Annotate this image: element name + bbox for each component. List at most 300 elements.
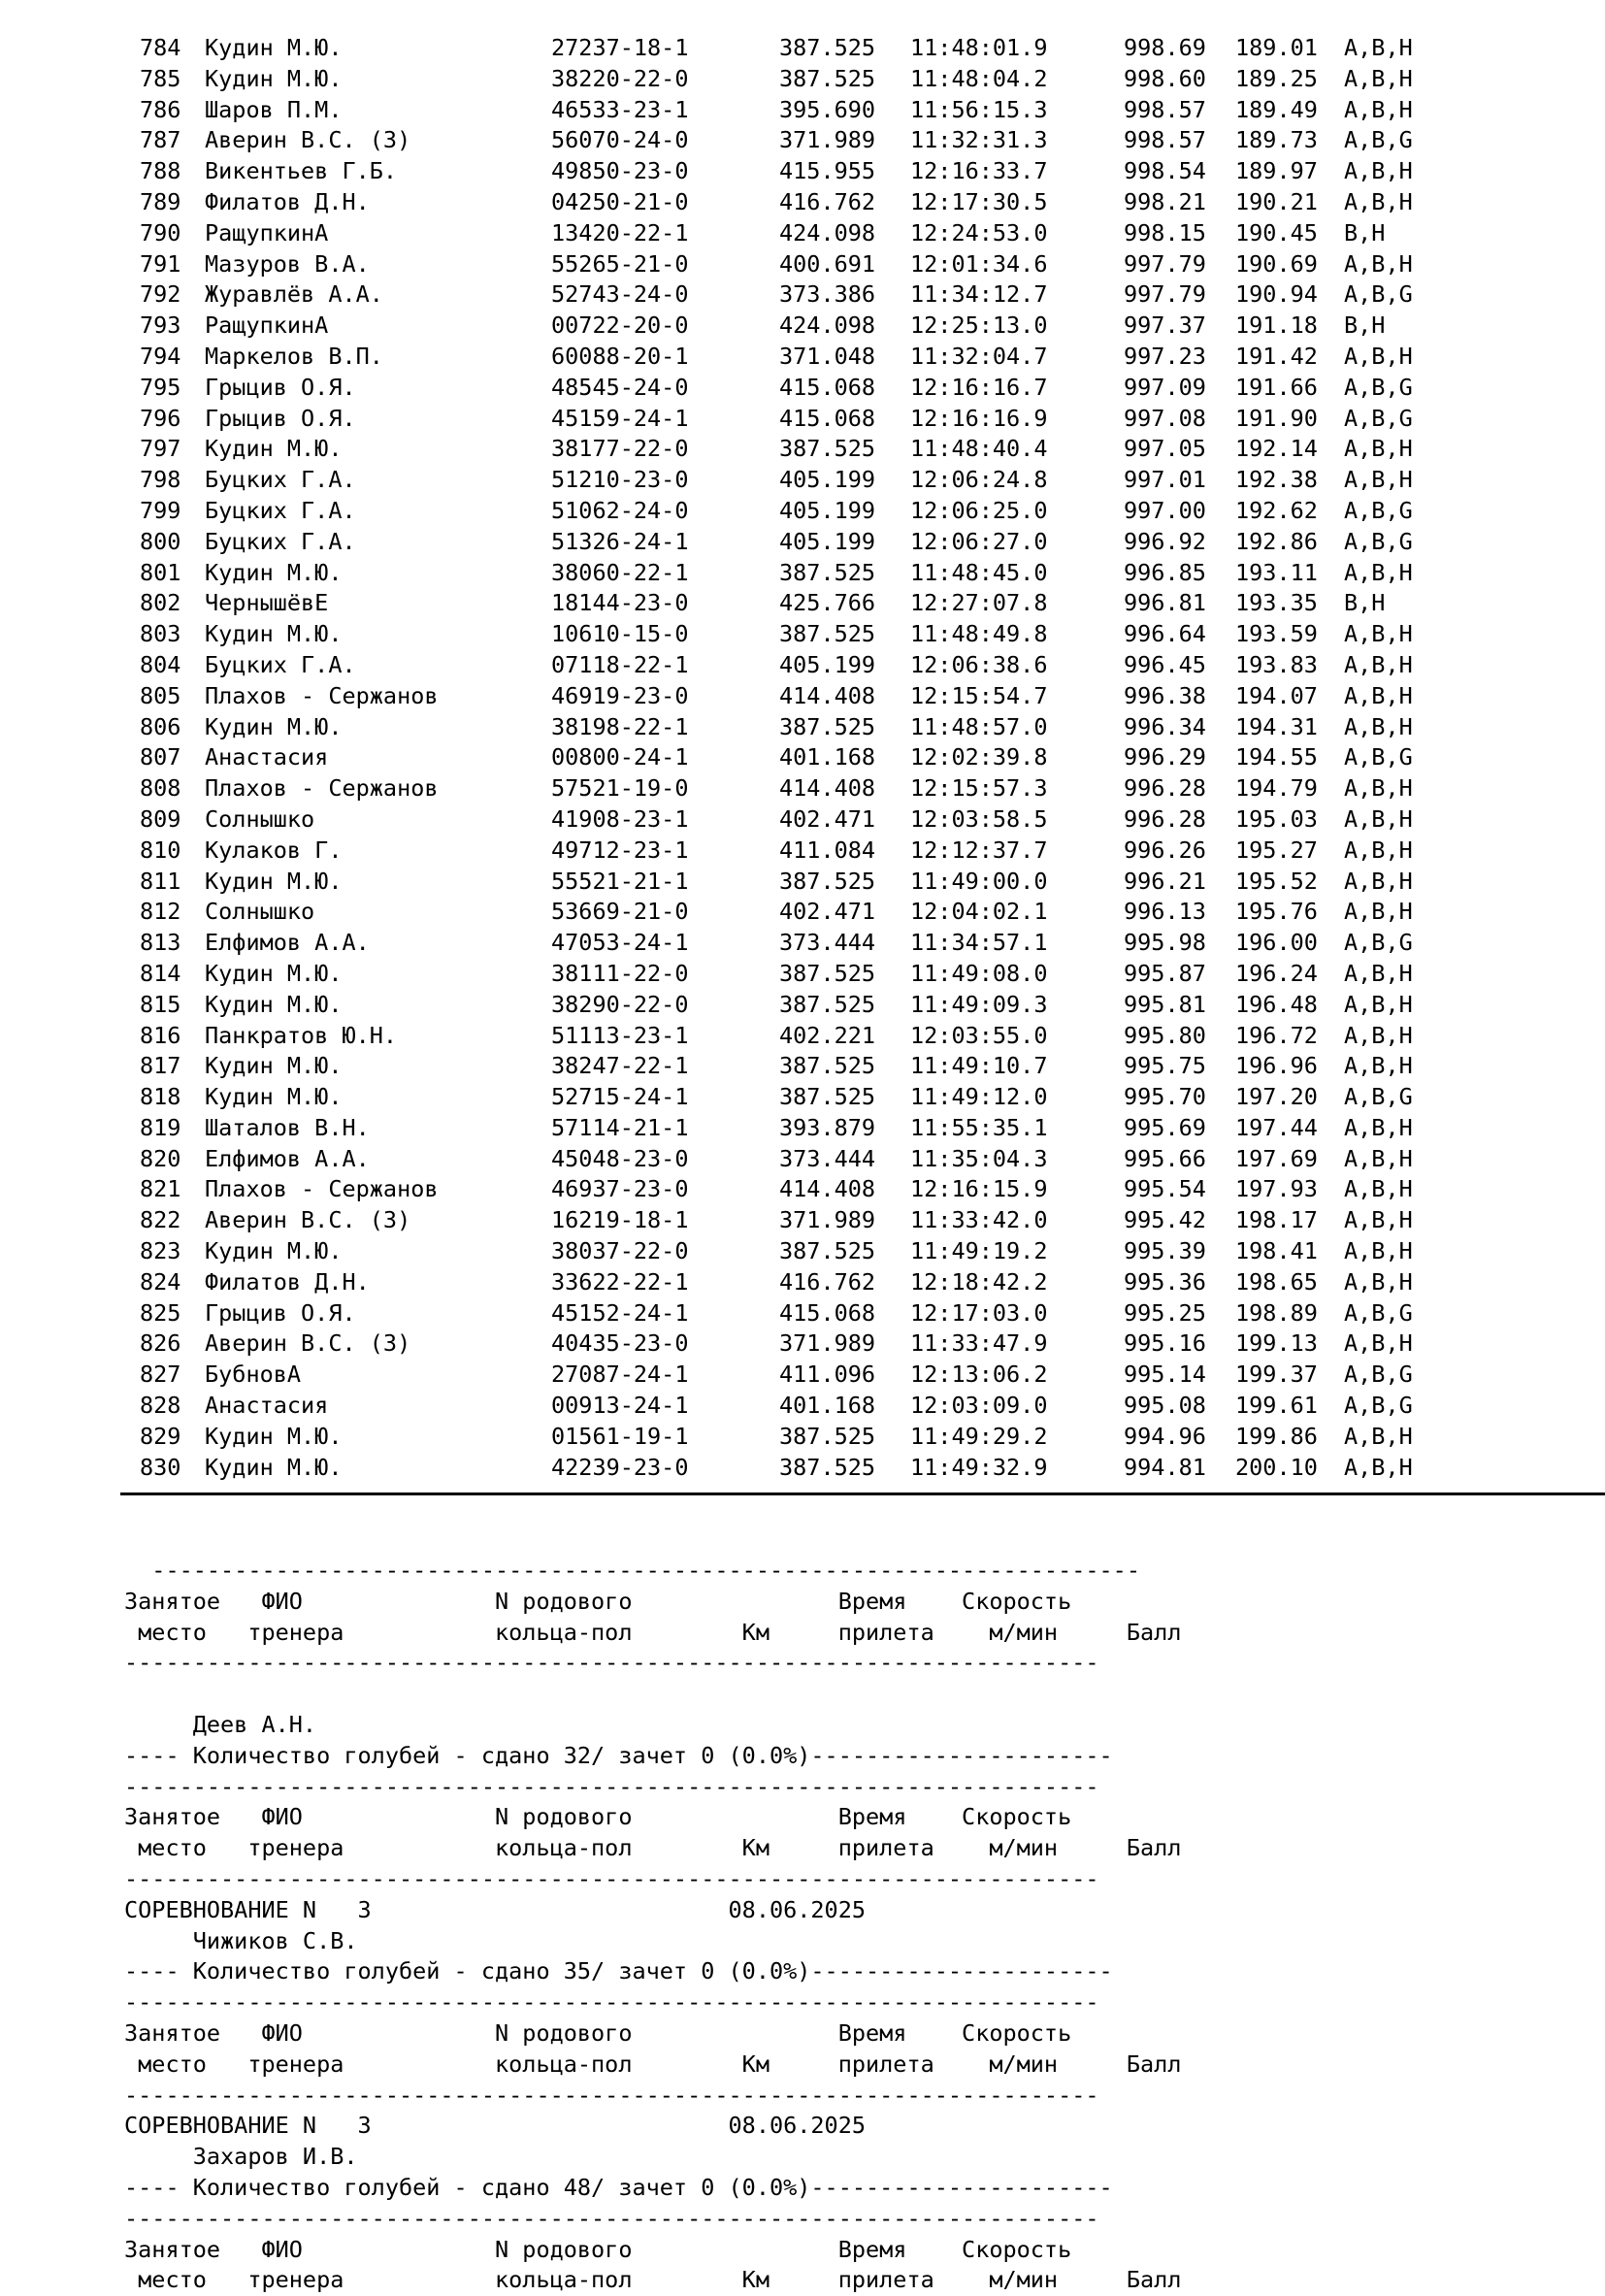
- table-row: [124, 1453, 1483, 1484]
- trainer-name-cell: Кудин М.Ю.: [205, 1052, 343, 1080]
- arrival-time-cell: 12:06:38.6: [910, 650, 1048, 678]
- table-row: [124, 650, 1483, 681]
- category-cell: A,B,H: [1344, 681, 1413, 709]
- trainer-report: [124, 1556, 1483, 2296]
- coefficient-cell: 195.76: [1235, 898, 1318, 926]
- table-row: [124, 1267, 1483, 1298]
- place-cell: 809: [140, 804, 181, 833]
- results-table: [124, 33, 1483, 1483]
- report-line: место тренера кольца-пол Км прилета м/мин Балл: [124, 1834, 1182, 1862]
- table-row: [124, 404, 1483, 435]
- arrival-time-cell: 12:15:57.3: [910, 774, 1048, 803]
- category-cell: A,B,H: [1344, 1021, 1413, 1049]
- place-cell: 800: [140, 527, 181, 555]
- ring-number-cell: 38177-22-0: [551, 435, 689, 463]
- coefficient-cell: 196.00: [1235, 929, 1318, 957]
- ring-number-cell: 38198-22-1: [551, 712, 689, 740]
- place-cell: 820: [140, 1144, 181, 1172]
- trainer-name-cell: Буцких Г.А.: [205, 527, 356, 555]
- speed-cell: 995.42: [1124, 1206, 1206, 1234]
- speed-cell: 995.66: [1124, 1144, 1206, 1172]
- ring-number-cell: 00913-24-1: [551, 1392, 689, 1420]
- category-cell: A,B,H: [1344, 1422, 1413, 1450]
- place-cell: 827: [140, 1361, 181, 1389]
- trainer-name-cell: Кудин М.Ю.: [205, 34, 343, 61]
- arrival-time-cell: 12:03:55.0: [910, 1021, 1048, 1049]
- speed-cell: 995.16: [1124, 1329, 1206, 1358]
- place-cell: 795: [140, 373, 181, 401]
- table-row: [124, 867, 1483, 898]
- place-cell: 826: [140, 1329, 181, 1358]
- distance-km-cell: 401.168: [779, 1392, 876, 1420]
- distance-km-cell: 371.989: [779, 1329, 876, 1358]
- arrival-time-cell: 11:55:35.1: [910, 1113, 1048, 1141]
- speed-cell: 996.26: [1124, 836, 1206, 864]
- arrival-time-cell: 11:48:01.9: [910, 34, 1048, 61]
- report-line: ------------------------------------------------------------------------: [124, 1557, 1140, 1584]
- ring-number-cell: 00722-20-0: [551, 312, 689, 340]
- distance-km-cell: 415.955: [779, 157, 876, 185]
- trainer-name-cell: РащупкинА: [205, 218, 329, 246]
- trainer-name-cell: Кудин М.Ю.: [205, 1453, 343, 1481]
- category-cell: A,B,H: [1344, 990, 1413, 1018]
- table-end-rule: [120, 1492, 1605, 1495]
- distance-km-cell: 402.221: [779, 1021, 876, 1049]
- ring-number-cell: 57114-21-1: [551, 1113, 689, 1141]
- ring-number-cell: 57521-19-0: [551, 774, 689, 803]
- trainer-name-cell: Филатов Д.Н.: [205, 1267, 370, 1296]
- speed-cell: 997.09: [1124, 373, 1206, 401]
- category-cell: A,B,H: [1344, 959, 1413, 987]
- table-row: [124, 527, 1483, 558]
- category-cell: A,B,H: [1344, 1453, 1413, 1481]
- coefficient-cell: 193.35: [1235, 589, 1318, 617]
- distance-km-cell: 414.408: [779, 1175, 876, 1203]
- speed-cell: 995.69: [1124, 1113, 1206, 1141]
- coefficient-cell: 192.86: [1235, 527, 1318, 555]
- trainer-name-cell: Буцких Г.А.: [205, 466, 356, 494]
- place-cell: 822: [140, 1206, 181, 1234]
- place-cell: 788: [140, 157, 181, 185]
- category-cell: A,B,H: [1344, 1144, 1413, 1172]
- speed-cell: 996.81: [1124, 589, 1206, 617]
- place-cell: 828: [140, 1392, 181, 1420]
- table-row: [124, 156, 1483, 187]
- ring-number-cell: 38290-22-0: [551, 990, 689, 1018]
- ring-number-cell: 55265-21-0: [551, 249, 689, 278]
- distance-km-cell: 387.525: [779, 1237, 876, 1265]
- trainer-name-cell: Плахов - Сержанов: [205, 774, 439, 803]
- speed-cell: 996.64: [1124, 620, 1206, 648]
- trainer-name-cell: Кудин М.Ю.: [205, 1237, 343, 1265]
- place-cell: 801: [140, 558, 181, 586]
- table-row: [124, 1391, 1483, 1422]
- table-row: [124, 1021, 1483, 1052]
- place-cell: 804: [140, 650, 181, 678]
- category-cell: A,B,G: [1344, 929, 1413, 957]
- table-row: [124, 773, 1483, 804]
- arrival-time-cell: 11:49:09.3: [910, 990, 1048, 1018]
- category-cell: A,B,H: [1344, 1052, 1413, 1080]
- arrival-time-cell: 11:48:57.0: [910, 712, 1048, 740]
- table-row: [124, 1360, 1483, 1391]
- category-cell: A,B,G: [1344, 373, 1413, 401]
- place-cell: 815: [140, 990, 181, 1018]
- place-cell: 803: [140, 620, 181, 648]
- coefficient-cell: 198.89: [1235, 1298, 1318, 1327]
- coefficient-cell: 198.65: [1235, 1267, 1318, 1296]
- ring-number-cell: 46533-23-1: [551, 95, 689, 123]
- speed-cell: 998.15: [1124, 218, 1206, 246]
- table-row: [124, 588, 1483, 619]
- coefficient-cell: 191.66: [1235, 373, 1318, 401]
- trainer-name-cell: ЧернышёвЕ: [205, 589, 329, 617]
- distance-km-cell: 415.068: [779, 404, 876, 432]
- coefficient-cell: 198.17: [1235, 1206, 1318, 1234]
- table-row: [124, 342, 1483, 373]
- ring-number-cell: 38111-22-0: [551, 959, 689, 987]
- table-row: [124, 64, 1483, 95]
- trainer-name-cell: Буцких Г.А.: [205, 650, 356, 678]
- speed-cell: 996.38: [1124, 681, 1206, 709]
- arrival-time-cell: 12:12:37.7: [910, 836, 1048, 864]
- trainer-name-cell: Кудин М.Ю.: [205, 867, 343, 895]
- table-row: [124, 218, 1483, 249]
- place-cell: 794: [140, 342, 181, 370]
- arrival-time-cell: 11:48:04.2: [910, 64, 1048, 92]
- coefficient-cell: 190.45: [1235, 218, 1318, 246]
- category-cell: A,B,H: [1344, 558, 1413, 586]
- coefficient-cell: 189.73: [1235, 126, 1318, 154]
- trainer-name-cell: Филатов Д.Н.: [205, 187, 370, 215]
- category-cell: A,B,H: [1344, 1267, 1413, 1296]
- arrival-time-cell: 12:18:42.2: [910, 1267, 1048, 1296]
- table-row: [124, 1051, 1483, 1082]
- place-cell: 793: [140, 312, 181, 340]
- table-row: [124, 928, 1483, 959]
- place-cell: 785: [140, 64, 181, 92]
- ring-number-cell: 51210-23-0: [551, 466, 689, 494]
- coefficient-cell: 196.48: [1235, 990, 1318, 1018]
- category-cell: A,B,G: [1344, 1083, 1413, 1111]
- report-line: Занятое ФИО N родового Время Скорость: [124, 2235, 1072, 2263]
- ring-number-cell: 33622-22-1: [551, 1267, 689, 1296]
- ring-number-cell: 52743-24-0: [551, 280, 689, 309]
- trainer-name-cell: Кулаков Г.: [205, 836, 343, 864]
- report-line: -----------------------------------------------------------------------: [124, 2081, 1099, 2109]
- table-row: [124, 558, 1483, 589]
- trainer-name-cell: Аверин В.С. (З): [205, 1206, 411, 1234]
- category-cell: A,B,H: [1344, 95, 1413, 123]
- place-cell: 791: [140, 249, 181, 278]
- coefficient-cell: 199.86: [1235, 1422, 1318, 1450]
- arrival-time-cell: 12:04:02.1: [910, 898, 1048, 926]
- trainer-name-cell: Грыцив О.Я.: [205, 1298, 356, 1327]
- table-row: [124, 187, 1483, 218]
- trainer-name-cell: Грыцив О.Я.: [205, 373, 356, 401]
- speed-cell: 998.60: [1124, 64, 1206, 92]
- trainer-name-cell: Кудин М.Ю.: [205, 712, 343, 740]
- trainer-name-cell: Мазуров В.А.: [205, 249, 370, 278]
- place-cell: 802: [140, 589, 181, 617]
- coefficient-cell: 191.42: [1235, 342, 1318, 370]
- trainer-name-cell: РащупкинА: [205, 312, 329, 340]
- arrival-time-cell: 12:06:24.8: [910, 466, 1048, 494]
- category-cell: B,H: [1344, 218, 1386, 246]
- place-cell: 825: [140, 1298, 181, 1327]
- report-line: -----------------------------------------------------------------------: [124, 1649, 1099, 1677]
- trainer-name-cell: Маркелов В.П.: [205, 342, 383, 370]
- table-row: [124, 681, 1483, 712]
- distance-km-cell: 405.199: [779, 466, 876, 494]
- report-line: ---- Количество голубей - сдано 35/ зачет 0 (0.0%)----------------------: [124, 1957, 1113, 1985]
- table-row: [124, 1113, 1483, 1144]
- speed-cell: 997.79: [1124, 280, 1206, 309]
- distance-km-cell: 373.444: [779, 929, 876, 957]
- category-cell: A,B,H: [1344, 650, 1413, 678]
- speed-cell: 995.39: [1124, 1237, 1206, 1265]
- coefficient-cell: 194.31: [1235, 712, 1318, 740]
- speed-cell: 995.14: [1124, 1361, 1206, 1389]
- trainer-name-cell: Анастасия: [205, 743, 329, 771]
- trainer-name-cell: Шаталов В.Н.: [205, 1113, 370, 1141]
- report-line: Занятое ФИО N родового Время Скорость: [124, 2018, 1072, 2047]
- distance-km-cell: 414.408: [779, 774, 876, 803]
- place-cell: 810: [140, 836, 181, 864]
- distance-km-cell: 387.525: [779, 1052, 876, 1080]
- arrival-time-cell: 12:17:30.5: [910, 187, 1048, 215]
- report-line: Захаров И.В.: [124, 2143, 358, 2171]
- arrival-time-cell: 11:49:10.7: [910, 1052, 1048, 1080]
- distance-km-cell: 373.444: [779, 1144, 876, 1172]
- arrival-time-cell: 11:48:49.8: [910, 620, 1048, 648]
- arrival-time-cell: 11:32:04.7: [910, 342, 1048, 370]
- ring-number-cell: 51326-24-1: [551, 527, 689, 555]
- table-row: [124, 95, 1483, 126]
- category-cell: A,B,G: [1344, 404, 1413, 432]
- coefficient-cell: 189.25: [1235, 64, 1318, 92]
- trainer-name-cell: Журавлёв А.А.: [205, 280, 383, 309]
- table-row: [124, 1328, 1483, 1360]
- coefficient-cell: 196.24: [1235, 959, 1318, 987]
- report-line: -----------------------------------------------------------------------: [124, 2204, 1099, 2232]
- speed-cell: 998.57: [1124, 95, 1206, 123]
- trainer-name-cell: Кудин М.Ю.: [205, 959, 343, 987]
- speed-cell: 996.85: [1124, 558, 1206, 586]
- arrival-time-cell: 12:25:13.0: [910, 312, 1048, 340]
- ring-number-cell: 07118-22-1: [551, 650, 689, 678]
- distance-km-cell: 416.762: [779, 1267, 876, 1296]
- arrival-time-cell: 11:48:40.4: [910, 435, 1048, 463]
- report-line: Занятое ФИО N родового Время Скорость: [124, 1587, 1072, 1615]
- report-line: [124, 1679, 1483, 1710]
- arrival-time-cell: 12:02:39.8: [910, 743, 1048, 771]
- arrival-time-cell: 11:56:15.3: [910, 95, 1048, 123]
- coefficient-cell: 199.61: [1235, 1392, 1318, 1420]
- speed-cell: 996.34: [1124, 712, 1206, 740]
- trainer-name-cell: Кудин М.Ю.: [205, 990, 343, 1018]
- ring-number-cell: 49850-23-0: [551, 157, 689, 185]
- coefficient-cell: 189.97: [1235, 157, 1318, 185]
- place-cell: 786: [140, 95, 181, 123]
- distance-km-cell: 373.386: [779, 280, 876, 309]
- ring-number-cell: 48545-24-0: [551, 373, 689, 401]
- category-cell: B,H: [1344, 589, 1386, 617]
- table-row: [124, 373, 1483, 404]
- distance-km-cell: 405.199: [779, 496, 876, 524]
- category-cell: A,B,H: [1344, 34, 1413, 61]
- distance-km-cell: 411.084: [779, 836, 876, 864]
- distance-km-cell: 371.989: [779, 1206, 876, 1234]
- distance-km-cell: 401.168: [779, 743, 876, 771]
- distance-km-cell: 387.525: [779, 558, 876, 586]
- speed-cell: 996.13: [1124, 898, 1206, 926]
- arrival-time-cell: 11:49:00.0: [910, 867, 1048, 895]
- speed-cell: 998.57: [1124, 126, 1206, 154]
- coefficient-cell: 197.20: [1235, 1083, 1318, 1111]
- category-cell: A,B,H: [1344, 466, 1413, 494]
- trainer-name-cell: Кудин М.Ю.: [205, 435, 343, 463]
- table-row: [124, 1144, 1483, 1175]
- place-cell: 823: [140, 1237, 181, 1265]
- ring-number-cell: 40435-23-0: [551, 1329, 689, 1358]
- place-cell: 796: [140, 404, 181, 432]
- coefficient-cell: 190.94: [1235, 280, 1318, 309]
- table-row: [124, 1422, 1483, 1453]
- coefficient-cell: 193.11: [1235, 558, 1318, 586]
- ring-number-cell: 46937-23-0: [551, 1175, 689, 1203]
- speed-cell: 998.69: [1124, 34, 1206, 61]
- ring-number-cell: 27087-24-1: [551, 1361, 689, 1389]
- ring-number-cell: 51113-23-1: [551, 1021, 689, 1049]
- distance-km-cell: 415.068: [779, 1298, 876, 1327]
- ring-number-cell: 18144-23-0: [551, 589, 689, 617]
- coefficient-cell: 194.79: [1235, 774, 1318, 803]
- arrival-time-cell: 11:32:31.3: [910, 126, 1048, 154]
- place-cell: 790: [140, 218, 181, 246]
- distance-km-cell: 387.525: [779, 34, 876, 61]
- table-row: [124, 434, 1483, 465]
- ring-number-cell: 13420-22-1: [551, 218, 689, 246]
- table-row: [124, 465, 1483, 496]
- table-row: [124, 742, 1483, 773]
- distance-km-cell: 402.471: [779, 804, 876, 833]
- speed-cell: 996.28: [1124, 804, 1206, 833]
- category-cell: A,B,H: [1344, 435, 1413, 463]
- coefficient-cell: 197.69: [1235, 1144, 1318, 1172]
- speed-cell: 995.81: [1124, 990, 1206, 1018]
- category-cell: A,B,H: [1344, 898, 1413, 926]
- report-line: Чижиков С.В.: [124, 1926, 358, 1954]
- distance-km-cell: 405.199: [779, 650, 876, 678]
- ring-number-cell: 55521-21-1: [551, 867, 689, 895]
- report-line: место тренера кольца-пол Км прилета м/мин Балл: [124, 1618, 1182, 1646]
- coefficient-cell: 189.49: [1235, 95, 1318, 123]
- ring-number-cell: 47053-24-1: [551, 929, 689, 957]
- table-row: [124, 249, 1483, 280]
- report-line: СОРЕВНОВАНИЕ N 3 08.06.2025: [124, 2112, 867, 2140]
- ring-number-cell: 04250-21-0: [551, 187, 689, 215]
- coefficient-cell: 193.83: [1235, 650, 1318, 678]
- trainer-name-cell: Солнышко: [205, 804, 315, 833]
- ring-number-cell: 16219-18-1: [551, 1206, 689, 1234]
- distance-km-cell: 424.098: [779, 218, 876, 246]
- trainer-name-cell: Плахов - Сержанов: [205, 681, 439, 709]
- category-cell: A,B,G: [1344, 280, 1413, 309]
- place-cell: 792: [140, 280, 181, 309]
- coefficient-cell: 195.03: [1235, 804, 1318, 833]
- speed-cell: 994.96: [1124, 1422, 1206, 1450]
- table-row: [124, 311, 1483, 342]
- coefficient-cell: 200.10: [1235, 1453, 1318, 1481]
- category-cell: A,B,H: [1344, 187, 1413, 215]
- table-row: [124, 1174, 1483, 1205]
- place-cell: 797: [140, 435, 181, 463]
- coefficient-cell: 194.07: [1235, 681, 1318, 709]
- arrival-time-cell: 12:16:15.9: [910, 1175, 1048, 1203]
- arrival-time-cell: 12:17:03.0: [910, 1298, 1048, 1327]
- distance-km-cell: 425.766: [779, 589, 876, 617]
- speed-cell: 998.54: [1124, 157, 1206, 185]
- place-cell: 805: [140, 681, 181, 709]
- arrival-time-cell: 12:06:25.0: [910, 496, 1048, 524]
- arrival-time-cell: 11:49:29.2: [910, 1422, 1048, 1450]
- coefficient-cell: 192.38: [1235, 466, 1318, 494]
- arrival-time-cell: 11:35:04.3: [910, 1144, 1048, 1172]
- arrival-time-cell: 12:06:27.0: [910, 527, 1048, 555]
- trainer-name-cell: Панкратов Ю.Н.: [205, 1021, 398, 1049]
- table-row: [124, 897, 1483, 928]
- trainer-name-cell: Кудин М.Ю.: [205, 1083, 343, 1111]
- distance-km-cell: 371.989: [779, 126, 876, 154]
- arrival-time-cell: 12:13:06.2: [910, 1361, 1048, 1389]
- ring-number-cell: 38037-22-0: [551, 1237, 689, 1265]
- category-cell: A,B,G: [1344, 1298, 1413, 1327]
- category-cell: B,H: [1344, 312, 1386, 340]
- trainer-name-cell: Шаров П.М.: [205, 95, 343, 123]
- place-cell: 821: [140, 1175, 181, 1203]
- speed-cell: 995.08: [1124, 1392, 1206, 1420]
- arrival-time-cell: 12:16:33.7: [910, 157, 1048, 185]
- category-cell: A,B,H: [1344, 1206, 1413, 1234]
- coefficient-cell: 195.52: [1235, 867, 1318, 895]
- speed-cell: 997.01: [1124, 466, 1206, 494]
- distance-km-cell: 387.525: [779, 959, 876, 987]
- speed-cell: 997.37: [1124, 312, 1206, 340]
- distance-km-cell: 371.048: [779, 342, 876, 370]
- ring-number-cell: 10610-15-0: [551, 620, 689, 648]
- category-cell: A,B,H: [1344, 1329, 1413, 1358]
- speed-cell: 995.25: [1124, 1298, 1206, 1327]
- ring-number-cell: 38060-22-1: [551, 558, 689, 586]
- table-row: [124, 1298, 1483, 1329]
- coefficient-cell: 196.72: [1235, 1021, 1318, 1049]
- table-row: [124, 279, 1483, 311]
- distance-km-cell: 387.525: [779, 64, 876, 92]
- report-line: -----------------------------------------------------------------------: [124, 1988, 1099, 2017]
- arrival-time-cell: 12:16:16.7: [910, 373, 1048, 401]
- category-cell: A,B,H: [1344, 620, 1413, 648]
- trainer-name-cell: Аверин В.С. (З): [205, 1329, 411, 1358]
- category-cell: A,B,G: [1344, 1392, 1413, 1420]
- distance-km-cell: 387.525: [779, 1453, 876, 1481]
- speed-cell: 998.21: [1124, 187, 1206, 215]
- speed-cell: 995.54: [1124, 1175, 1206, 1203]
- place-cell: 824: [140, 1267, 181, 1296]
- coefficient-cell: 196.96: [1235, 1052, 1318, 1080]
- arrival-time-cell: 11:34:57.1: [910, 929, 1048, 957]
- arrival-time-cell: 11:33:42.0: [910, 1206, 1048, 1234]
